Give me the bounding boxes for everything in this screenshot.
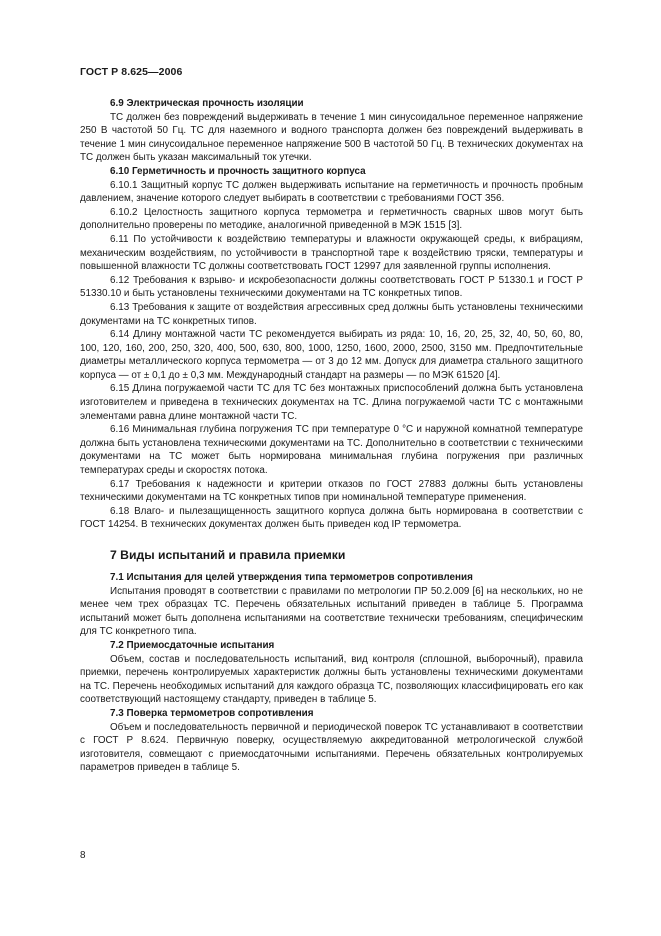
section-6-10-title: 6.10 Герметичность и прочность защитного корпуса bbox=[110, 165, 366, 177]
document-code-header: ГОСТ Р 8.625—2006 bbox=[80, 66, 183, 78]
section-7-1-text: Испытания проводят в соответствии с правилами по метрологии ПР 50.2.009 [6] на нескольких, но не менее чем трех образцах ТС. Перечень обязательных испытаний приведен в таблице 5. Программа испытаний может быть дополнена испытаниями на соответствие технически требованиям, специфическим для ТС конкретного типа. bbox=[80, 585, 583, 638]
section-7-3-text: Объем и последовательность первичной и периодической поверок ТС устанавливают в соответствии с ГОСТ Р 8.624. Первичную поверку, осуществляемую аккредитованной метрологической службой изготовителя, совмещают с приемосдаточными испытаниями. Перечень обязательных контролируемых параметров приведен в таблице 5. bbox=[80, 721, 583, 774]
paragraph-6-10-2: 6.10.2 Целостность защитного корпуса термометра и герметичность сварных швов могут быть дополнительно проверены по методике, аналогичной приведенной в МЭК 1515 [3]. bbox=[80, 206, 583, 232]
section-7-1-title: 7.1 Испытания для целей утверждения типа термометров сопротивления bbox=[110, 572, 473, 583]
section-6-9-text: ТС должен без повреждений выдерживать в течение 1 мин синусоидальное переменное напряжение 250 В частотой 50 Гц. ТС для наземного и водного транспорта должен без повреждений выдерживать в течение 1 мин синусоидальное переменное напряжение 500 В частотой 50 Гц. В технических документах на ТС должен быть указан максимальный ток утечки. bbox=[80, 111, 583, 164]
section-6-9-title: 6.9 Электрическая прочность изоляции bbox=[110, 98, 304, 109]
paragraph-6-10-1: 6.10.1 Защитный корпус ТС должен выдерживать испытание на герметичность и прочность пробным давлением, значение которого следует выбирать в соответствии с требованиями ГОСТ 356. bbox=[80, 179, 583, 205]
paragraph-6-14: 6.14 Длину монтажной части ТС рекомендуется выбирать из ряда: 10, 16, 20, 25, 32, 40, 50, 60, 80, 100, 120, 160, 200, 250, 320, 400, 500, 630, 800, 1000, 1250, 1600, 2000, 2500, 3150 мм. Предпочтительные диаметры металлического корпуса термометра — от 3 до 12 мм. Допуск для диаметра стального защитного корпуса — от ± 0,1 до ± 0,3 мм. Международный стандарт на размеры — по МЭК 61520 [4]. bbox=[80, 329, 583, 381]
paragraph-6-11: 6.11 По устойчивости к воздействию температуры и влажности окружающей среды, к вибрациям, механическим воздействиям, по устойчивости в транспортной таре к воздействию тряски, температуры и повышенной влажности ТС должны соответствовать ГОСТ 12997 для заявленной группы исполнения. bbox=[80, 233, 583, 273]
paragraph-6-18: 6.18 Влаго- и пылезащищенность защитного корпуса должна быть нормирована в соответствии с ГОСТ 14254. В технических документах должен быть приведен код IP термометра. bbox=[80, 505, 583, 531]
section-7-2-text: Объем, состав и последовательность испытаний, вид контроля (сплошной, выборочный), правила приемки, перечень контролируемых характеристик должны быть установлены техническими документами на ТС. Перечень необходимых испытаний для каждого образца ТС, позволяющих классифицировать его как соответствующий настоящему стандарту, приведен в таблице 5. bbox=[80, 653, 583, 706]
paragraph-6-12: 6.12 Требования к взрыво- и искробезопасности должны соответствовать ГОСТ Р 51330.1 и ГОСТ Р 51330.10 и быть установлены техническими документами на ТС конкретных типов. bbox=[80, 274, 583, 300]
paragraph-6-17: 6.17 Требования к надежности и критерии отказов по ГОСТ 27883 должны быть установлены техническими документами на ТС конкретных типов при номинальной температуре применения. bbox=[80, 478, 583, 504]
section-7-3-title: 7.3 Поверка термометров сопротивления bbox=[110, 707, 314, 719]
paragraph-6-13: 6.13 Требования к защите от воздействия агрессивных сред должны быть установлены техническими документами на ТС конкретных типов. bbox=[80, 301, 583, 327]
section-7-2-title: 7.2 Приемосдаточные испытания bbox=[110, 639, 275, 651]
paragraph-6-15: 6.15 Длина погружаемой части ТС для ТС без монтажных приспособлений должна быть установлена изготовителем и приведена в технических документах на ТС. Длина погружаемой части ТС с монтажными элементами равна длине монтажной части ТС. bbox=[80, 383, 583, 422]
page-number: 8 bbox=[80, 850, 86, 861]
paragraph-6-16: 6.16 Минимальная глубина погружения ТС при температуре 0 °С и наружной комнатной температуре должна быть установлена техническими документами на ТС. Дополнительно в соответствии с техническими документами на ТС может быть нормирована минимальная глубина погружения при различных температурах среды и скоростях потока. bbox=[80, 424, 583, 477]
section-7-title: 7 Виды испытаний и правила приемки bbox=[110, 548, 346, 562]
document-body bbox=[80, 97, 583, 775]
